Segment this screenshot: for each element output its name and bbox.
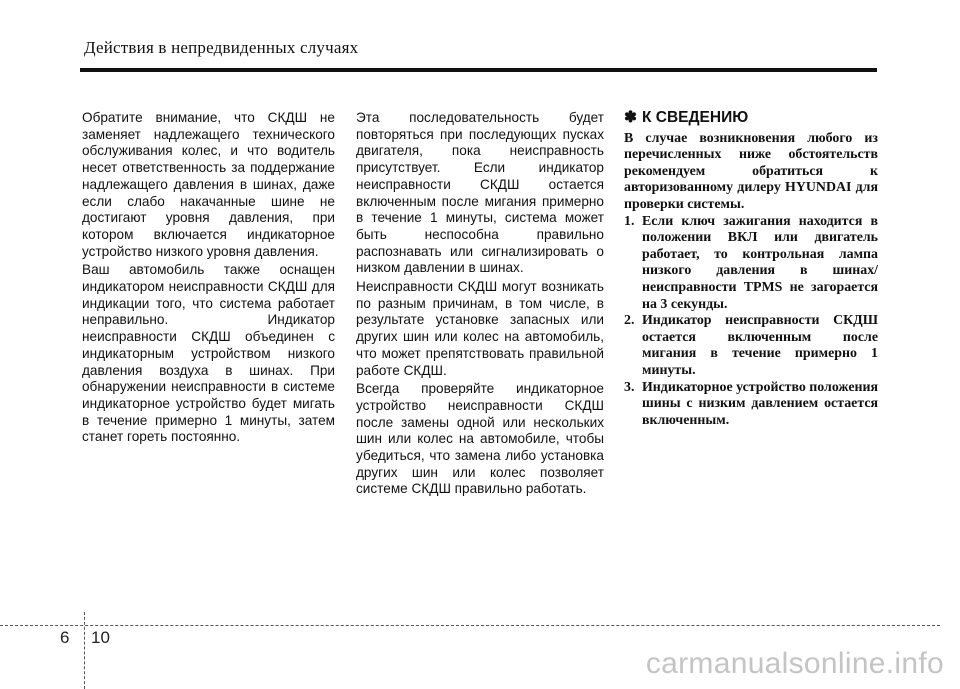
list-item-text: Индикаторное устройство положения шины с низким давлением остается включенным. <box>642 379 879 428</box>
asterisk-icon: ✽ <box>624 109 637 126</box>
page-number: 10 <box>91 628 110 647</box>
paragraph: Всегда проверяйте индикаторное устройство неисправности СКДШ после замены одной или нескольких шин или колес на автомобиле, чтобы убедиться, что замена либо установка других шин или колес позволяет системе СКДШ правильно работать. <box>356 381 604 497</box>
column-left <box>82 110 335 446</box>
list-item <box>624 380 878 430</box>
note-heading-text: К СВЕДЕНИЮ <box>642 109 749 126</box>
footer-vertical-divider <box>84 612 85 689</box>
note-list <box>624 214 878 430</box>
paragraph: Эта последовательность будет повторяться при последующих пусках двигателя, пока неисправность присутствует. Если индикатор неисправности СКДШ остается включенным после мигания примерно в течение 1 минуты, система может быть неспособна правильно распознавать или сигнализировать о низком давлении в шинах. <box>356 110 604 276</box>
list-item-text: Индикатор неисправности СКДШ остается включенным после мигания в течение примерно 1 минуты. <box>642 313 878 378</box>
paragraph: Ваш автомобиль также оснащен индикатором неисправности СКДШ для индикации того, что система работает неправильно. Индикатор неисправности СКДШ объединен с индикаторным устройством низкого давления воздуха в шинах. При обнаружении неисправности в системе индикаторное устройство будет мигать в течение примерно 1 минуты, затем станет гореть постоянно. <box>82 262 335 445</box>
list-item <box>624 214 878 314</box>
note-box <box>624 110 878 429</box>
header-rule <box>80 68 877 72</box>
header-title: Действия в непредвиденных случаях <box>84 38 359 57</box>
list-item-text: Если ключ зажигания находится в положении ВКЛ или двигатель работает, то контрольная лампа низкого давления в шинах/ неисправности TPMS не загорается на 3 секунды. <box>642 213 878 312</box>
list-item-number: 2. <box>624 313 635 329</box>
footer-divider <box>0 625 940 626</box>
list-item-number: 3. <box>624 379 635 395</box>
note-heading <box>624 110 878 127</box>
paragraph: Обратите внимание, что СКДШ не заменяет надлежащего технического обслуживания колес, и что водитель несет ответственность за поддержание надлежащего давления в шинах, даже если слабо накачанные шине не достигают уровня давления, при котором включается индикаторное устройство низкого уровня давления. <box>82 110 335 259</box>
paragraph: Неисправности СКДШ могут возникать по разным причинам, в том числе, в результате установке запасных или других шин или колес на автомобиль, что может препятствовать правильной работе СКДШ. <box>356 279 604 378</box>
note-intro: В случае возникновения любого из перечисленных ниже обстоятельств рекомендуем обратиться к авторизованному дилеру HYUNDAI для проверки системы. <box>624 130 878 212</box>
list-item <box>624 313 878 379</box>
chapter-number: 6 <box>60 628 70 647</box>
list-item-number: 1. <box>624 213 635 229</box>
watermark: carmanualsonline.info <box>645 647 944 680</box>
column-middle <box>356 110 604 498</box>
